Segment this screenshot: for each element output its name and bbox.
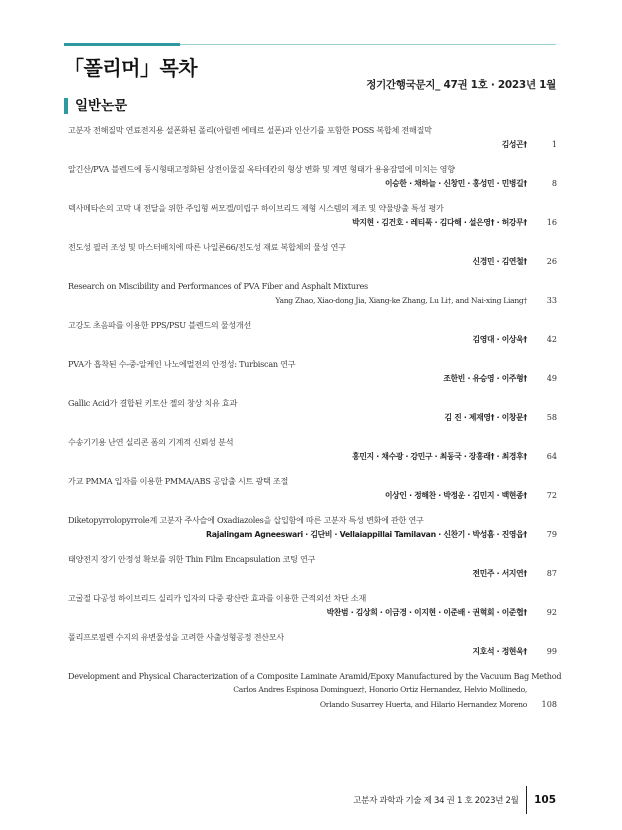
article-title[interactable]: Diketopyrrolopyrrole계 고분자 주사슬에 Oxadiazoles을 삽입함에 따른 고분자 특성 변화에 관한 연구 [68,515,424,525]
article-page: 58 [546,412,557,422]
table-of-contents [68,124,562,723]
article-authors-continued: Orlando Susarrey Huerta, and Hilario Hernandez Moreno [319,700,527,709]
header-rule-accent [64,43,180,46]
toc-entry[interactable] [68,397,557,425]
article-title[interactable]: 폴리프로필렌 수지의 유변물성을 고려한 사출성형공정 전산모사 [68,632,284,642]
article-authors: 박찬범 · 김상희 · 이금경 · 이지현 · 이준배 · 권혁회 · 이준협† [326,608,527,617]
article-authors: 신경민 · 김연철† [472,257,527,266]
article-authors: Rajalingam Agneeswari · 김단비 · Vellaiappillai Tamilavan · 신찬기 · 박성흠 · 진영읍† [206,530,527,539]
article-page: 16 [546,217,557,227]
article-title[interactable]: 수송기기용 난연 실리콘 폼의 기계적 신뢰성 분석 [68,437,234,447]
article-title[interactable]: 고굴절 다공성 하이브리드 실리카 입자의 다중 광산란 효과를 이용한 근적외선 차단 소재 [68,593,367,603]
toc-entry[interactable] [68,163,557,191]
article-authors: 이승한 · 채하늘 · 신창민 · 홍성민 · 민병길† [384,179,527,188]
section-heading: 일반논문 [64,98,127,114]
article-page: 8 [551,178,557,188]
article-authors: Carlos Andres Espinosa Dominguez†, Honorio Ortiz Hernandez, Helvio Mollinedo, [233,685,527,694]
page-title: 「폴리머」목차 [64,56,198,80]
toc-entry[interactable] [68,553,557,581]
article-authors: 전민주 · 서지연† [472,569,527,578]
article-title[interactable]: 덱사메타손의 고막 내 전달을 위한 주입형 써모겔/미립구 하이브리드 제형 시스템의 제조 및 약물방출 특성 평가 [68,203,444,213]
toc-entry[interactable] [68,514,557,542]
article-authors: 조한빈 · 유승영 · 이주형† [443,374,527,383]
article-page: 99 [546,646,557,656]
toc-entry[interactable] [68,670,562,712]
article-title[interactable]: 고분자 전해질막 연료전지용 설폰화된 폴리(아릴렌 에테르 설폰)과 인산기를 포함한 POSS 복합체 전해질막 [68,125,432,135]
article-page: 33 [546,295,557,305]
toc-entry[interactable] [68,124,557,152]
article-page: 26 [546,256,557,266]
article-page: 64 [546,451,557,461]
article-title[interactable]: Development and Physical Characterization of a Composite Laminate Aramid/Epoxy Manufactured by the Vacuum Bag Method [68,671,562,681]
article-authors: 지호석 · 정현욱† [472,647,527,656]
article-title[interactable]: 알긴산/PVA 블렌드에 동시형태고정화된 상전이물질 옥타데칸의 형상 변화 및 계면 형태가 용융잠열에 미치는 영향 [68,164,455,174]
journal-info: 고분자 과학과 기술 제 34 권 1 호 2023년 2월 [353,796,519,806]
footer-divider [526,786,528,814]
toc-entry[interactable] [68,631,557,659]
article-authors: 김영대 · 이상욱† [472,335,527,344]
article-page: 92 [546,607,557,617]
article-authors: 박지현 · 김건호 · 레티푹 · 김다해 · 설은영† · 허강무† [352,218,527,227]
article-authors: Yang Zhao, Xiao-dong Jia, Xiang-ke Zhang, Lu Li†, and Nai-xing Liang† [275,296,527,305]
article-page: 79 [546,529,557,539]
page-footer [353,786,556,814]
article-authors: 홍민지 · 채수광 · 강민구 · 최동국 · 장홍래† · 최경후† [352,452,527,461]
toc-entry[interactable] [68,241,557,269]
article-title[interactable]: 전도성 필러 조성 및 마스터배치에 따른 나일론66/전도성 재료 복합체의 물성 연구 [68,242,346,252]
article-authors: 김 진 · 제재영† · 이창문† [444,413,527,422]
article-title[interactable]: 태양전지 장기 안정성 확보를 위한 Thin Film Encapsulation 코팅 연구 [68,554,316,564]
toc-entry[interactable] [68,280,557,308]
article-title[interactable]: PVA가 흡착된 수-중-알케인 나노에멀젼의 안정성: Turbiscan 연구 [68,359,296,369]
issue-info: 정기간행국문지_ 47권 1호 · 2023년 1월 [366,79,556,91]
toc-entry[interactable] [68,475,557,503]
article-page: 87 [546,568,557,578]
article-page: 72 [546,490,557,500]
page-number: 105 [534,794,556,806]
toc-entry[interactable] [68,319,557,347]
toc-entry[interactable] [68,202,557,230]
article-title[interactable]: 가교 PMMA 입자를 이용한 PMMA/ABS 공압출 시트 광택 조절 [68,476,289,486]
toc-entry[interactable] [68,592,557,620]
article-page: 1 [551,139,557,149]
article-page: 42 [546,334,557,344]
toc-entry[interactable] [68,358,557,386]
article-authors: 김성곤† [501,140,527,149]
article-page: 108 [541,699,557,709]
article-authors: 이상인 · 정해찬 · 박정운 · 김민지 · 백현종† [384,491,527,500]
article-page: 49 [546,373,557,383]
toc-entry[interactable] [68,436,557,464]
article-title[interactable]: Gallic Acid가 결합된 키토산 젤의 창상 치유 효과 [68,398,238,408]
article-title[interactable]: Research on Miscibility and Performances of PVA Fiber and Asphalt Mixtures [68,281,368,291]
article-title[interactable]: 고강도 초음파를 이용한 PPS/PSU 블렌드의 물성개선 [68,320,252,330]
